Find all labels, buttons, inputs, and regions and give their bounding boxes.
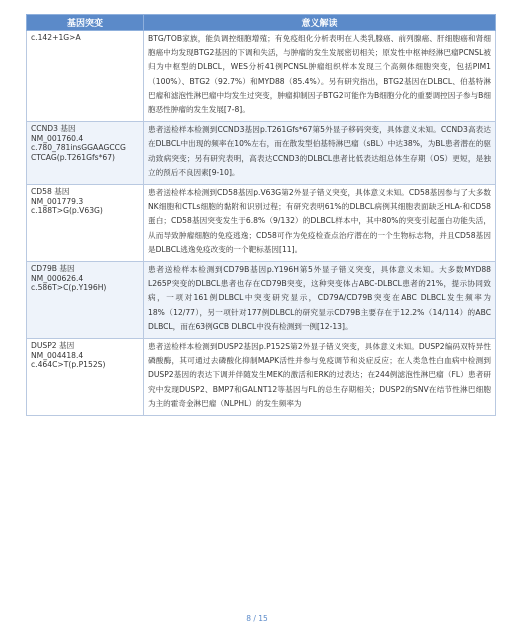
header-gene: 基因突变 bbox=[27, 15, 144, 31]
gene-line: DUSP2 基因 bbox=[31, 341, 75, 351]
table-row bbox=[27, 262, 496, 339]
gene-line: CCND3 基因 bbox=[31, 124, 76, 134]
gene-line: c.188T>G(p.V63G) bbox=[31, 206, 103, 216]
table-body bbox=[27, 31, 496, 416]
gene-line: CTCAG(p.T261Gfs*67) bbox=[31, 153, 116, 162]
gene-line: c.464C>T(p.P152S) bbox=[31, 360, 106, 370]
gene-line: NM_001760.4 bbox=[31, 133, 84, 143]
gene-line: NM_000626.4 bbox=[31, 273, 84, 283]
interpretation-cell: BTG/TOB家族，能负调控细胞增殖；有免疫组化分析表明在人类乳腺癌、前列腺癌、肝细胞癌和肾细胞癌中均发现BTG2基因的下调和失活，与肿瘤的发生发展密切相关；原发性中枢神经淋巴瘤PCNSL被归为中枢型的DLBCL，WES分析41例PCNSL肿瘤组织样本发现三个高频体细胞突变，包括PIM1（100%）、BTG2（92.7%）和MYD88（85.4%）。另有研究指出，BTG2基因在DLBCL、伯基特淋巴瘤和滤泡性淋巴瘤中均发生过突变，肿瘤抑制因子BTG2可能作为B细胞分化的重要调控因子参与B细胞恶性肿瘤的发生发展[7-8]。 bbox=[144, 31, 496, 122]
table-row bbox=[27, 339, 496, 416]
table-header-row bbox=[27, 15, 496, 31]
gene-cell bbox=[27, 122, 144, 185]
gene-line: NM_001779.3 bbox=[31, 196, 84, 206]
interpretation-cell: 患者送检样本检测到CD58基因p.V63G第2外显子错义突变，具体意义未知。CD58基因参与了大多数NK细胞和CTLs细胞的黏附和识别过程；有研究表明61%的DLBCL病例其细胞表面缺乏HLA-和CD58蛋白；CD58基因突变发生于6.8%（9/132）的DLBCL样本中，其中80%的突变引起蛋白功能失活，从而导致肿瘤细胞的免疫逃逸；CD58可作为免疫检查点治疗潜在的一个生物标志物，并且CD58基因是DLBCL逃逸免疫改变的一个靶标基因[11]。 bbox=[144, 185, 496, 262]
table-row bbox=[27, 122, 496, 185]
gene-line: c.780_781insGGAAGCCG bbox=[31, 143, 126, 153]
gene-line: NM_004418.4 bbox=[31, 350, 84, 360]
mutation-table bbox=[26, 14, 496, 416]
gene-cell bbox=[27, 31, 144, 122]
table-row bbox=[27, 31, 496, 122]
page-number: 8 / 15 bbox=[246, 614, 268, 623]
gene-cell bbox=[27, 185, 144, 262]
table-row bbox=[27, 185, 496, 262]
gene-cell bbox=[27, 339, 144, 416]
interpretation-cell: 患者送检样本检测到DUSP2基因p.P152S第2外显子错义突变，具体意义未知。DUSP2编码双特异性磷酸酶，其可通过去磷酸化抑制MAPK活性并参与免疫调节和炎症反应；在人类急性白血病中检测到DUSP2基因的表达下调并伴随发生MEK的激活和ERK的过表达；在244例滤泡性淋巴瘤（FL）患者研究中发现DUSP2、BMP7和GALNT12等基因与FL的总生存期相关；DUSP2的SNV在结节性淋巴细胞为主的霍奇金淋巴瘤（NLPHL）的发生频率为 bbox=[144, 339, 496, 416]
gene-line: c.142+1G>A bbox=[31, 33, 81, 42]
header-interpretation: 意义解读 bbox=[144, 15, 496, 31]
gene-cell bbox=[27, 262, 144, 339]
gene-line: c.586T>C(p.Y196H) bbox=[31, 283, 107, 293]
interpretation-cell: 患者送检样本检测到CCND3基因p.T261Gfs*67第5外显子移码突变，具体意义未知。CCND3高表达在DLBCL中出现的频率在10%左右，而在散发型伯基特淋巴瘤（sBL）中达38%，为BL患者潜在的驱动致病突变；另有研究表明，高表达CCND3的DLBCL患者比低表达组总体生存期（OS）更短，是独立的预后不良因素[9-10]。 bbox=[144, 122, 496, 185]
gene-line: CD79B 基因 bbox=[31, 264, 75, 274]
gene-line: CD58 基因 bbox=[31, 187, 70, 197]
interpretation-cell: 患者送检样本检测到CD79B基因p.Y196H第5外显子错义突变，具体意义未知。大多数MYD88 L265P突变的DLBCL患者也存在CD79B突变，这种突变体占ABC-DLBCL患者的21%，提示协同致病，一项对161例DLBCL中突变研究显示，CD79A/CD79B突变在ABC DLBCL发生频率为18%（12/77），另一项针对177例DLBCL的研究显示CD79B主要存在于12.2%（14/114）的ABC DLBCL，而在63例GCB DLBCL中没有检测到一例[12-13]。 bbox=[144, 262, 496, 339]
